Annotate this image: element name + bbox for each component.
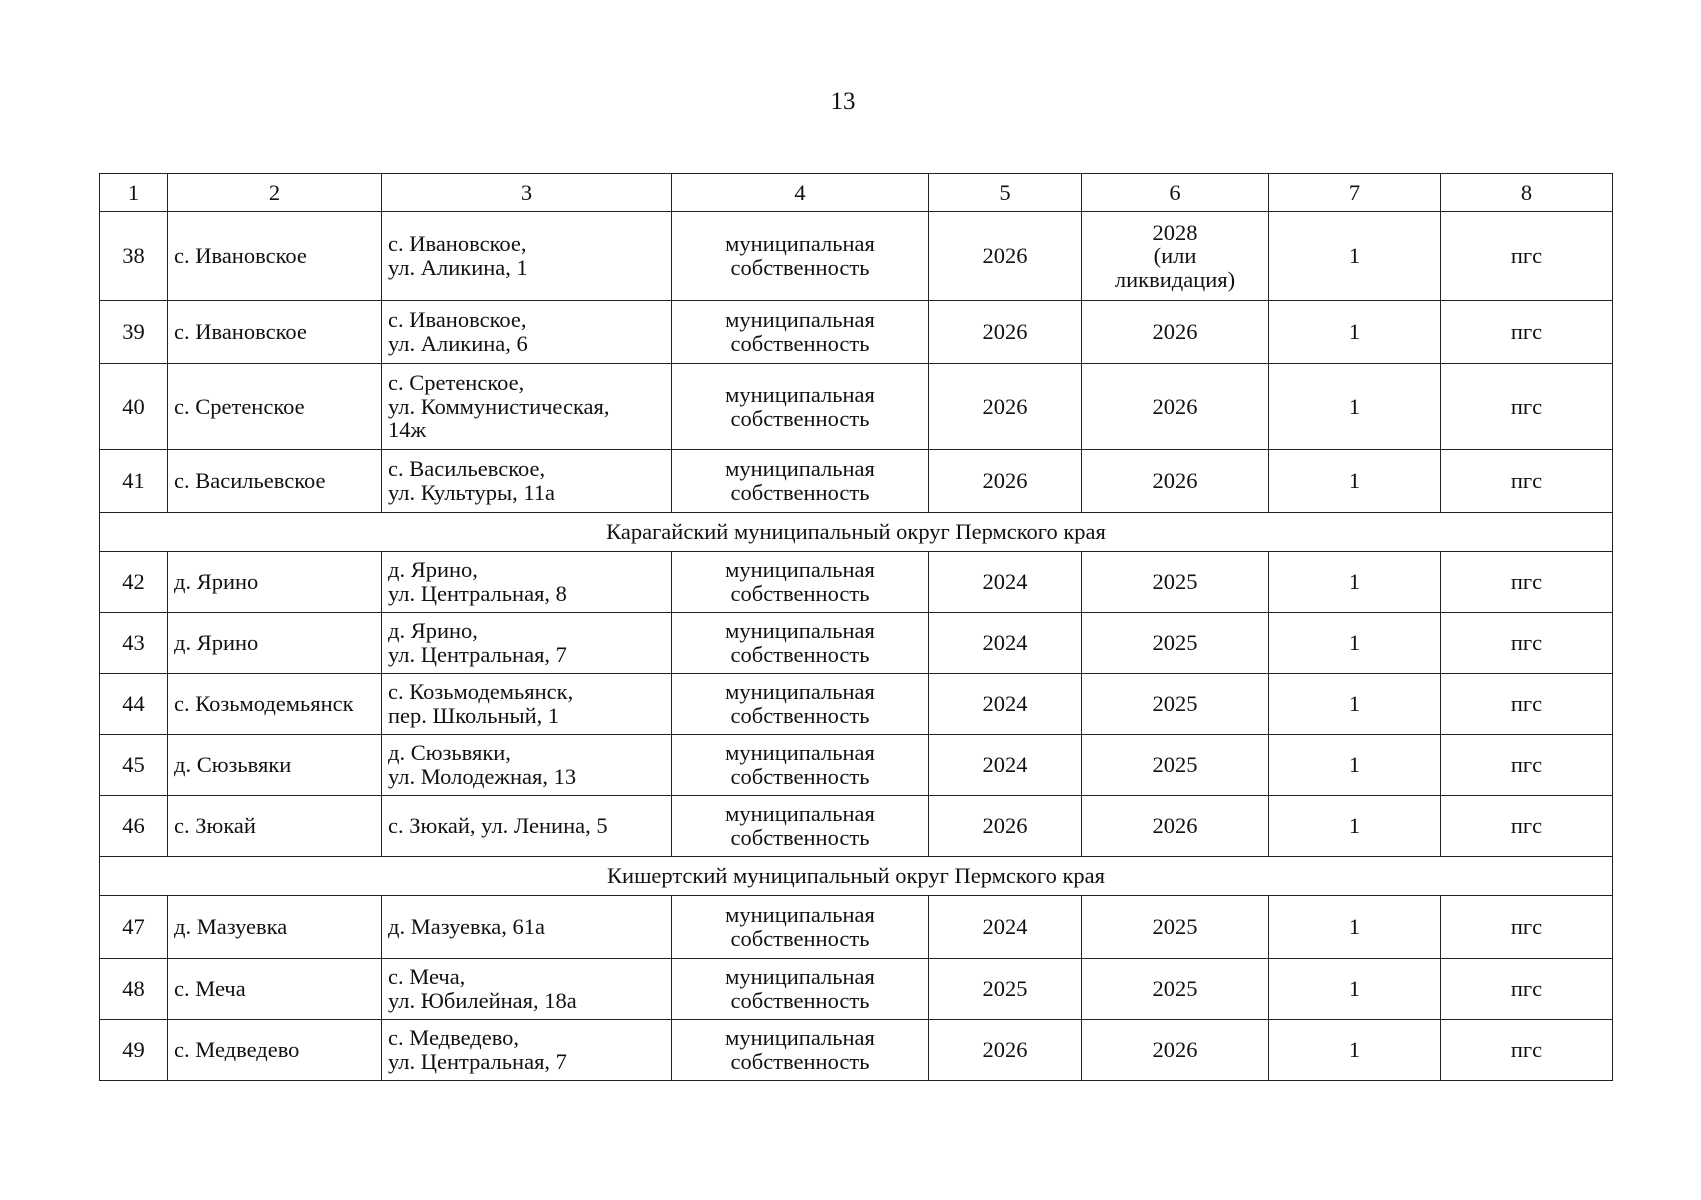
year-end-cell xyxy=(1082,896,1269,959)
address-cell xyxy=(382,735,672,796)
table-row xyxy=(100,959,1613,1020)
column-header-1: 1 xyxy=(100,174,168,212)
cell-line: 2025 xyxy=(1152,752,1198,778)
year-start-cell: 2026 xyxy=(929,364,1082,450)
type-cell: пгс xyxy=(1441,796,1613,857)
cell-line: 2028 xyxy=(1152,219,1198,245)
year-end-cell xyxy=(1082,959,1269,1020)
column-header-5: 5 xyxy=(929,174,1082,212)
address-cell xyxy=(382,613,672,674)
year-start-cell: 2024 xyxy=(929,674,1082,735)
year-start-cell: 2026 xyxy=(929,450,1082,513)
type-cell: пгс xyxy=(1441,735,1613,796)
ownership-cell xyxy=(672,796,929,857)
cell-line: ул. Центральная, 7 xyxy=(388,1049,567,1074)
row-number-cell: 39 xyxy=(100,301,168,364)
quantity-cell: 1 xyxy=(1269,735,1441,796)
address-cell xyxy=(382,796,672,857)
cell-line: ликвидация) xyxy=(1114,266,1236,292)
cell-line: муниципальная xyxy=(725,307,875,333)
ownership-cell xyxy=(672,613,929,674)
year-end-cell xyxy=(1082,364,1269,450)
row-number-cell: 45 xyxy=(100,735,168,796)
section-title: Кишертский муниципальный округ Пермского края xyxy=(100,857,1613,896)
settlement-cell: с. Меча xyxy=(168,959,382,1020)
table-row xyxy=(100,212,1613,301)
quantity-cell: 1 xyxy=(1269,552,1441,613)
cell-line: с. Ивановское, xyxy=(388,307,527,333)
cell-line: ул. Аликина, 6 xyxy=(388,331,528,356)
column-header-6: 6 xyxy=(1082,174,1269,212)
cell-line: д. Сюзьвяки, xyxy=(388,740,511,766)
cell-line: муниципальная xyxy=(725,557,875,583)
cell-line: 2026 xyxy=(1152,393,1198,419)
cell-line: собственность xyxy=(730,255,870,280)
cell-line: д. Мазуевка, 61а xyxy=(388,914,545,940)
quantity-cell: 1 xyxy=(1269,450,1441,513)
settlement-cell: д. Сюзьвяки xyxy=(168,735,382,796)
row-number-cell: 38 xyxy=(100,212,168,301)
column-header-7: 7 xyxy=(1269,174,1441,212)
ownership-cell xyxy=(672,301,929,364)
cell-line: (или xyxy=(1153,243,1197,269)
cell-line: муниципальная xyxy=(725,902,875,928)
cell-line: ул. Коммунистическая, xyxy=(388,393,610,419)
year-end-cell xyxy=(1082,450,1269,513)
section-row xyxy=(100,857,1613,896)
cell-line: 2025 xyxy=(1152,976,1198,1002)
quantity-cell: 1 xyxy=(1269,959,1441,1020)
address-cell xyxy=(382,450,672,513)
cell-line: собственность xyxy=(730,926,870,951)
cell-line: собственность xyxy=(730,988,870,1013)
settlement-cell: с. Козьмодемьянск xyxy=(168,674,382,735)
row-number-cell: 43 xyxy=(100,613,168,674)
address-cell xyxy=(382,212,672,301)
row-number-cell: 46 xyxy=(100,796,168,857)
ownership-cell xyxy=(672,896,929,959)
row-number-cell: 44 xyxy=(100,674,168,735)
cell-line: ул. Центральная, 7 xyxy=(388,642,567,667)
cell-line: 14ж xyxy=(388,417,427,443)
year-start-cell: 2024 xyxy=(929,735,1082,796)
cell-line: муниципальная xyxy=(725,381,875,407)
address-cell xyxy=(382,896,672,959)
year-start-cell: 2024 xyxy=(929,552,1082,613)
type-cell: пгс xyxy=(1441,552,1613,613)
cell-line: муниципальная xyxy=(725,618,875,644)
year-start-cell: 2024 xyxy=(929,896,1082,959)
registry-table xyxy=(99,173,1613,1081)
quantity-cell: 1 xyxy=(1269,674,1441,735)
address-cell xyxy=(382,364,672,450)
table-row xyxy=(100,613,1613,674)
settlement-cell: с. Медведево xyxy=(168,1020,382,1081)
quantity-cell: 1 xyxy=(1269,613,1441,674)
cell-line: 2025 xyxy=(1152,569,1198,595)
page-number: 13 xyxy=(830,88,856,115)
cell-line: д. Ярино, xyxy=(388,618,478,644)
table-body xyxy=(100,212,1613,1081)
type-cell: пгс xyxy=(1441,674,1613,735)
type-cell: пгс xyxy=(1441,364,1613,450)
ownership-cell xyxy=(672,674,929,735)
quantity-cell: 1 xyxy=(1269,1020,1441,1081)
cell-line: муниципальная xyxy=(725,231,875,257)
cell-line: д. Ярино, xyxy=(388,557,478,583)
cell-line: 2025 xyxy=(1152,914,1198,940)
settlement-cell: д. Ярино xyxy=(168,552,382,613)
year-end-cell xyxy=(1082,212,1269,301)
cell-line: собственность xyxy=(730,331,870,356)
cell-line: муниципальная xyxy=(725,801,875,827)
address-cell xyxy=(382,552,672,613)
year-start-cell: 2026 xyxy=(929,212,1082,301)
column-header-2: 2 xyxy=(168,174,382,212)
cell-line: муниципальная xyxy=(725,456,875,482)
cell-line: собственность xyxy=(730,480,870,505)
year-start-cell: 2026 xyxy=(929,301,1082,364)
cell-line: собственность xyxy=(730,764,870,789)
type-cell: пгс xyxy=(1441,896,1613,959)
ownership-cell xyxy=(672,959,929,1020)
address-cell xyxy=(382,959,672,1020)
column-header-4: 4 xyxy=(672,174,929,212)
ownership-cell xyxy=(672,450,929,513)
cell-line: с. Медведево, xyxy=(388,1025,520,1051)
cell-line: собственность xyxy=(730,581,870,606)
settlement-cell: с. Ивановское xyxy=(168,301,382,364)
settlement-cell: с. Васильевское xyxy=(168,450,382,513)
table-row xyxy=(100,896,1613,959)
settlement-cell: д. Мазуевка xyxy=(168,896,382,959)
cell-line: 2025 xyxy=(1152,630,1198,656)
address-cell xyxy=(382,674,672,735)
cell-line: 2026 xyxy=(1152,813,1198,839)
quantity-cell: 1 xyxy=(1269,364,1441,450)
quantity-cell: 1 xyxy=(1269,796,1441,857)
cell-line: ул. Культуры, 11а xyxy=(388,480,556,505)
year-start-cell: 2026 xyxy=(929,1020,1082,1081)
year-end-cell xyxy=(1082,301,1269,364)
table-row xyxy=(100,301,1613,364)
cell-line: муниципальная xyxy=(725,679,875,705)
cell-line: ул. Молодежная, 13 xyxy=(388,764,577,789)
year-end-cell xyxy=(1082,552,1269,613)
cell-line: с. Зюкай, ул. Ленина, 5 xyxy=(388,813,608,839)
address-cell xyxy=(382,301,672,364)
ownership-cell xyxy=(672,212,929,301)
cell-line: с. Сретенское, xyxy=(388,370,525,396)
table-row xyxy=(100,1020,1613,1081)
row-number-cell: 47 xyxy=(100,896,168,959)
cell-line: пер. Школьный, 1 xyxy=(388,703,560,728)
cell-line: собственность xyxy=(730,405,870,431)
section-row xyxy=(100,513,1613,552)
table-row xyxy=(100,674,1613,735)
header-row xyxy=(100,174,1613,212)
quantity-cell: 1 xyxy=(1269,301,1441,364)
cell-line: с. Ивановское, xyxy=(388,231,527,257)
year-end-cell xyxy=(1082,1020,1269,1081)
settlement-cell: с. Зюкай xyxy=(168,796,382,857)
cell-line: с. Козьмодемьянск, xyxy=(388,679,574,705)
cell-line: 2026 xyxy=(1152,319,1198,345)
table-row xyxy=(100,796,1613,857)
address-cell xyxy=(382,1020,672,1081)
cell-line: 2026 xyxy=(1152,468,1198,494)
settlement-cell: д. Ярино xyxy=(168,613,382,674)
row-number-cell: 42 xyxy=(100,552,168,613)
cell-line: 2025 xyxy=(1152,691,1198,717)
quantity-cell: 1 xyxy=(1269,896,1441,959)
row-number-cell: 49 xyxy=(100,1020,168,1081)
year-end-cell xyxy=(1082,735,1269,796)
table-row xyxy=(100,735,1613,796)
table-row xyxy=(100,552,1613,613)
settlement-cell: с. Ивановское xyxy=(168,212,382,301)
year-end-cell xyxy=(1082,613,1269,674)
cell-line: с. Меча, xyxy=(388,964,466,990)
type-cell: пгс xyxy=(1441,959,1613,1020)
year-end-cell xyxy=(1082,796,1269,857)
row-number-cell: 41 xyxy=(100,450,168,513)
row-number-cell: 40 xyxy=(100,364,168,450)
cell-line: собственность xyxy=(730,642,870,667)
cell-line: собственность xyxy=(730,703,870,728)
ownership-cell xyxy=(672,735,929,796)
year-end-cell xyxy=(1082,674,1269,735)
year-start-cell: 2026 xyxy=(929,796,1082,857)
type-cell: пгс xyxy=(1441,301,1613,364)
type-cell: пгс xyxy=(1441,212,1613,301)
cell-line: собственность xyxy=(730,825,870,850)
table-row xyxy=(100,364,1613,450)
cell-line: собственность xyxy=(730,1049,870,1074)
cell-line: 2026 xyxy=(1152,1037,1198,1063)
table-row xyxy=(100,450,1613,513)
year-start-cell: 2024 xyxy=(929,613,1082,674)
type-cell: пгс xyxy=(1441,450,1613,513)
cell-line: ул. Центральная, 8 xyxy=(388,581,567,606)
type-cell: пгс xyxy=(1441,613,1613,674)
cell-line: ул. Юбилейная, 18а xyxy=(388,988,577,1013)
ownership-cell xyxy=(672,1020,929,1081)
cell-line: с. Васильевское, xyxy=(388,456,546,482)
cell-line: муниципальная xyxy=(725,740,875,766)
type-cell: пгс xyxy=(1441,1020,1613,1081)
ownership-cell xyxy=(672,552,929,613)
row-number-cell: 48 xyxy=(100,959,168,1020)
ownership-cell xyxy=(672,364,929,450)
settlement-cell: с. Сретенское xyxy=(168,364,382,450)
quantity-cell: 1 xyxy=(1269,212,1441,301)
cell-line: муниципальная xyxy=(725,964,875,990)
cell-line: ул. Аликина, 1 xyxy=(388,255,528,280)
cell-line: муниципальная xyxy=(725,1025,875,1051)
year-start-cell: 2025 xyxy=(929,959,1082,1020)
column-header-3: 3 xyxy=(382,174,672,212)
column-header-8: 8 xyxy=(1441,174,1613,212)
section-title: Карагайский муниципальный округ Пермского края xyxy=(100,513,1613,552)
